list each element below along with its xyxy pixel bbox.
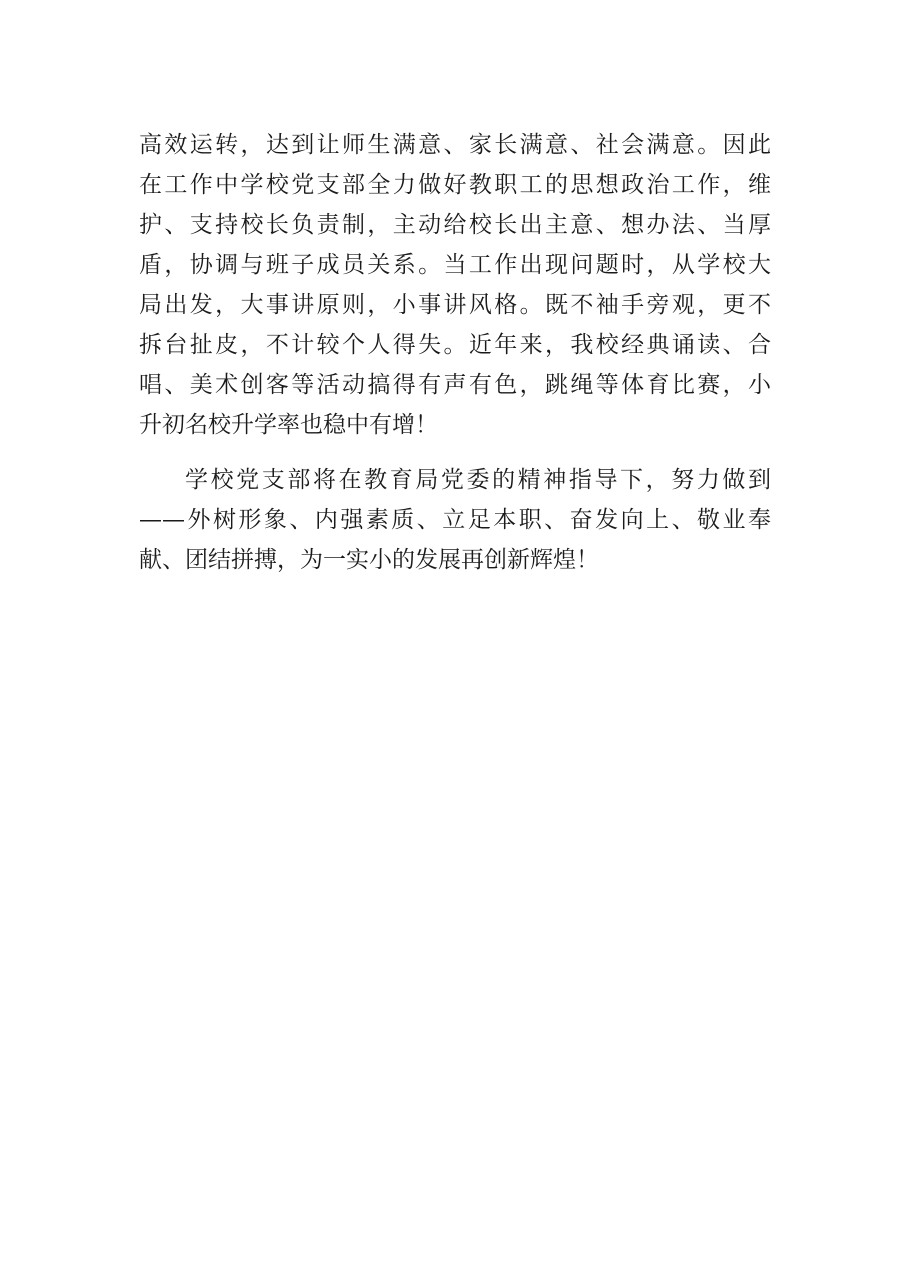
text-line: ——外树形象、内强素质、立足本职、奋发向上、敬业奉	[139, 507, 771, 533]
paragraph-spacing	[139, 445, 771, 460]
text-line: 在工作中学校党支部全力做好教职工的思想政治工作，维	[139, 172, 771, 198]
text-line: 学校党支部将在教育局党委的精神指导下，努力做到	[185, 467, 771, 493]
text-line: 唱、美术创客等活动搞得有声有色，跳绳等体育比赛，小	[139, 372, 771, 398]
text-line: 盾，协调与班子成员关系。当工作出现问题时，从学校大	[139, 252, 771, 278]
text-line: 拆台扯皮，不计较个人得失。近年来，我校经典诵读、合	[139, 332, 771, 358]
text-line: 护、支持校长负责制，主动给校长出主意、想办法、当厚	[139, 212, 771, 238]
document-body	[139, 125, 771, 580]
paragraph-2	[139, 460, 771, 580]
text-line: 献、团结拼搏，为一实小的发展再创新辉煌！	[139, 547, 599, 573]
text-line: 高效运转，达到让师生满意、家长满意、社会满意。因此	[139, 132, 771, 158]
text-line: 局出发，大事讲原则，小事讲风格。既不袖手旁观，更不	[139, 292, 771, 318]
text-line: 升初名校升学率也稳中有增！	[139, 412, 438, 438]
paragraph-1	[139, 125, 771, 445]
